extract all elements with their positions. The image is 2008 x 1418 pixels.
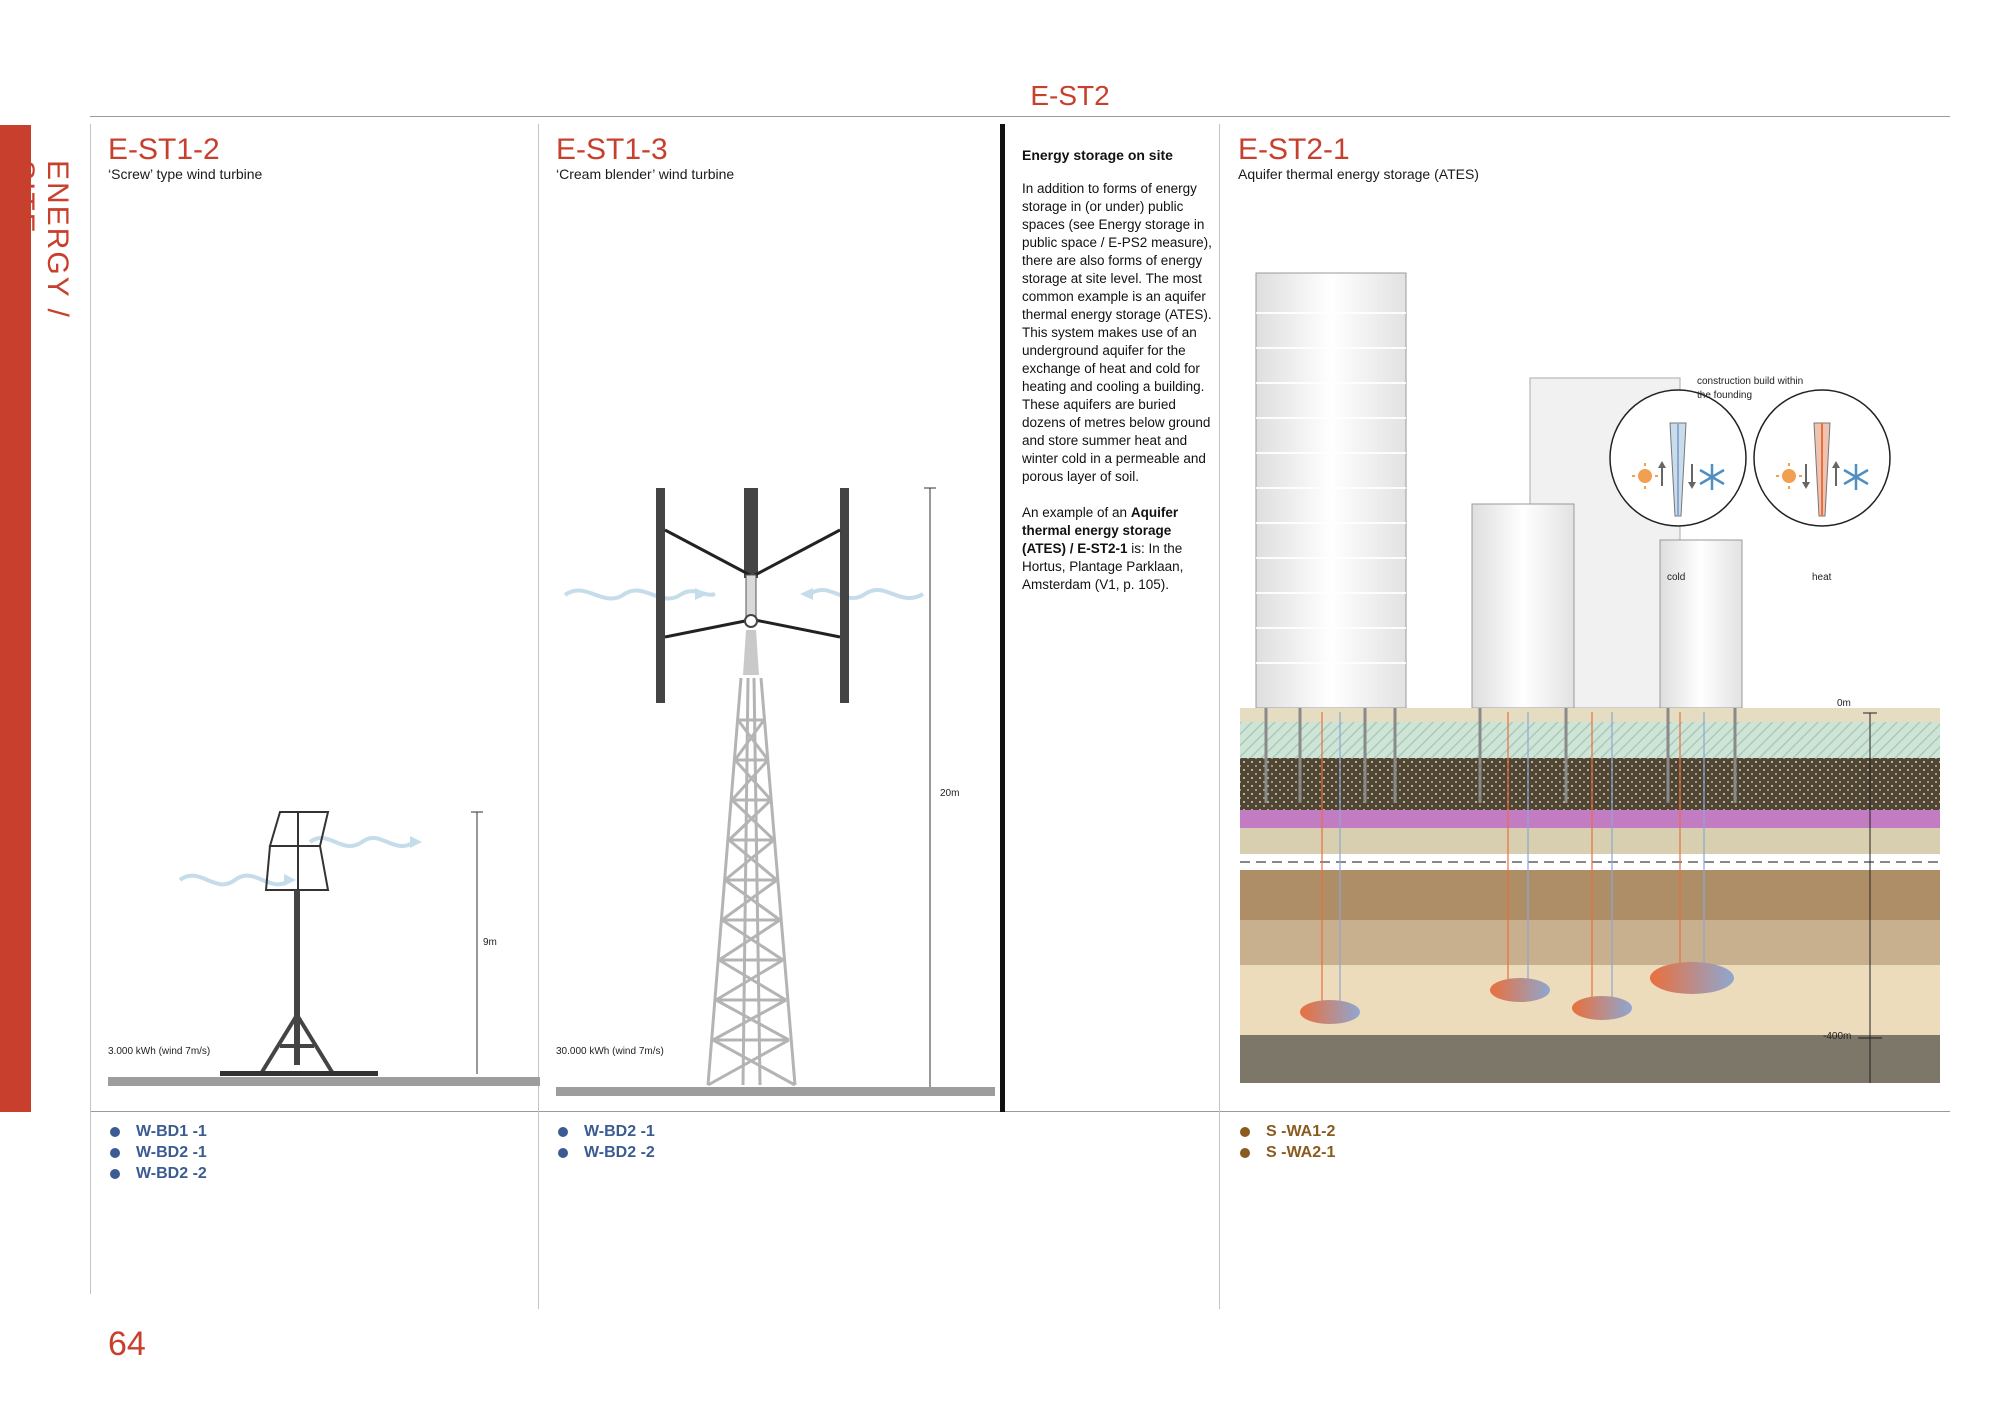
depth-top-label: 0m	[1837, 698, 1851, 709]
building-tall	[1256, 273, 1406, 708]
reference-item[interactable]: S -WA1-2	[1238, 1121, 1335, 1142]
wind-arrowhead	[410, 836, 422, 848]
column-divider	[538, 124, 539, 1309]
column-divider	[1219, 124, 1220, 1309]
panel-subtitle: Aquifer thermal energy storage (ATES)	[1238, 166, 1479, 182]
construction-label: construction build within the founding	[1697, 376, 1804, 401]
nacelle	[743, 630, 759, 675]
bullet-icon	[110, 1148, 120, 1158]
group-code: E-ST2	[1030, 80, 1110, 111]
reference-list	[1238, 1121, 1335, 1163]
bullet-icon	[110, 1127, 120, 1137]
depth-bottom-label: -400m	[1823, 1031, 1852, 1042]
height-label: 20m	[940, 788, 960, 799]
bullet-icon	[110, 1169, 120, 1179]
cream-blender-turbine-illustration	[545, 480, 995, 1100]
wind-arrowhead	[284, 874, 296, 886]
hub-gear-icon	[745, 615, 757, 627]
bullet-icon	[1240, 1127, 1250, 1137]
wind-swirl	[810, 590, 923, 598]
wind-arrowhead	[695, 588, 708, 600]
soil-layer	[1240, 828, 1940, 854]
bedrock-layer	[1240, 1035, 1940, 1083]
section-label: ENERGY / SITE	[7, 160, 74, 319]
bullet-icon	[558, 1127, 568, 1137]
wind-arrowhead	[800, 588, 813, 600]
soil-layer	[1240, 810, 1940, 828]
heat-label: heat	[1812, 572, 1832, 583]
energy-output-label: 3.000 kWh (wind 7m/s)	[108, 1046, 211, 1057]
mast	[294, 890, 300, 1065]
soil-layer	[1240, 870, 1940, 920]
aquifer-store	[1650, 962, 1734, 994]
reference-item[interactable]: W-BD2 -2	[108, 1163, 207, 1184]
reference-item[interactable]: W-BD1 -1	[108, 1121, 207, 1142]
text-paragraph: An example of an Aquifer thermal energy storage (ATES) / E-ST2-1 is: In the Hortus, Plantage Parklaan, Amsterdam (V1, p. 105).	[1022, 505, 1184, 592]
building-mid	[1472, 504, 1574, 708]
text-heading: Energy storage on site	[1022, 147, 1173, 163]
reference-item[interactable]: W-BD2 -2	[556, 1142, 655, 1163]
screw-rotor	[266, 812, 328, 890]
building-small	[1660, 540, 1742, 708]
height-label: 9m	[483, 937, 497, 948]
panel-code: E-ST1-2	[108, 133, 220, 166]
reference-item[interactable]: W-BD2 -1	[556, 1121, 655, 1142]
panel-subtitle: ‘Screw’ type wind turbine	[108, 166, 263, 182]
energy-output-label: 30.000 kWh (wind 7m/s)	[556, 1046, 664, 1057]
panel-code: E-ST2-1	[1238, 133, 1350, 166]
soil-layer	[1240, 708, 1940, 722]
column-divider	[90, 124, 91, 1294]
blade	[840, 488, 849, 703]
central-blade	[744, 488, 758, 578]
thick-divider	[1000, 124, 1005, 1112]
text-block	[1022, 146, 1212, 612]
aquifer-store	[1490, 978, 1550, 1002]
wind-swirl	[180, 876, 290, 885]
cold-detail-circle	[1610, 390, 1746, 526]
panel-subtitle: ‘Cream blender’ wind turbine	[556, 166, 735, 182]
text-paragraph: In addition to forms of energy storage in (or under) public spaces (see Energy storage in public space / E-PS2 measure), there are also forms of energy storage at site level. The most common example is an aquifer thermal energy storage (ATES). This system makes use of an underground aquifer for the exchange of heat and cold for heating and cooling a building. These aquifers are buried dozens of metres below ground and store summer heat and winter cold in a permeable and porous layer of soil.	[1022, 181, 1212, 484]
bottom-rule	[90, 1111, 1950, 1112]
bullet-icon	[1240, 1148, 1250, 1158]
lattice-tower	[708, 678, 795, 1085]
top-rule	[90, 116, 1950, 117]
heat-detail-circle	[1754, 390, 1890, 526]
blade	[656, 488, 665, 703]
reference-item[interactable]: W-BD2 -1	[108, 1142, 207, 1163]
aquifer-store	[1300, 1000, 1360, 1024]
sun-icon	[1638, 469, 1652, 483]
wind-swirl	[310, 838, 414, 846]
wind-swirl	[565, 590, 715, 598]
page-number: 64	[108, 1325, 146, 1363]
reference-item[interactable]: S -WA2-1	[1238, 1142, 1335, 1163]
ground	[108, 1077, 540, 1086]
reference-list	[556, 1121, 655, 1163]
bullet-icon	[558, 1148, 568, 1158]
soil-layer	[1240, 758, 1940, 810]
base-plate	[220, 1071, 378, 1076]
reference-list	[108, 1121, 207, 1184]
panel-code: E-ST1-3	[556, 133, 668, 166]
side-accent-bar	[0, 125, 31, 1112]
aquifer-store	[1572, 996, 1632, 1020]
sun-icon	[1782, 469, 1796, 483]
soil-layer	[1240, 920, 1940, 965]
cold-label: cold	[1667, 572, 1686, 583]
ground	[556, 1087, 995, 1096]
